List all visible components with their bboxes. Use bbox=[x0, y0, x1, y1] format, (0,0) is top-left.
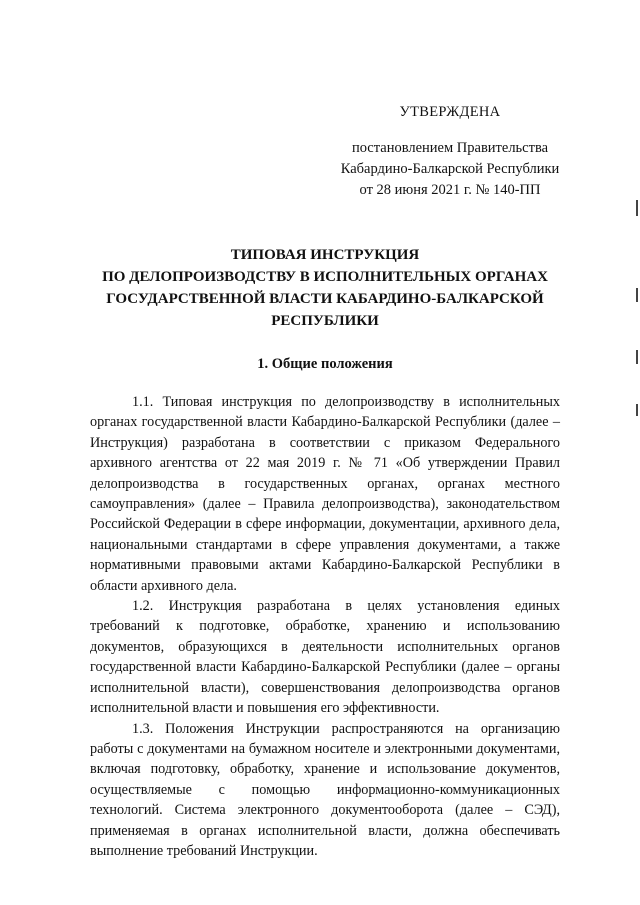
title-line: РЕСПУБЛИКИ bbox=[271, 313, 379, 329]
approval-stamp bbox=[330, 102, 570, 201]
approval-line: постановлением Правительства bbox=[351, 140, 549, 156]
document-body bbox=[90, 392, 560, 861]
paragraph-1-1: 1.1. Типовая инструкция по делопроизводству в исполнительных органах государственной власти Кабардино-Балкарской Республики (далее – Инструкция) разработана в соответствии с приказом Федерального архивного агентства от 22 мая 2019 г. № 71 «Об утверждении Правил делопроизводства в государственных органах, органах местного самоуправления» (далее – Правила делопроизводства), законодательством Российской Федерации в сфере информации, документации, архивного дела, национальными стандартами в сфере управления документами, а также нормативными правовыми актами Кабардино-Балкарской Республики в области архивного дела. bbox=[90, 394, 560, 594]
paragraph-1-3: 1.3. Положения Инструкции распространяются на организацию работы с документами на бумажном носителе и электронными документами, включая подготовку, обработку, хранение и использование документов, осуществляемые с помощью информационно-коммуникационных технологий. Система электронного документооборота (далее – СЭД), применяемая в органах исполнительной власти, должна обеспечивать выполнение требований Инструкции. bbox=[90, 720, 560, 859]
scan-edge-mark bbox=[636, 288, 638, 302]
section-heading: 1. Общие положения bbox=[257, 356, 393, 372]
title-line: ПО ДЕЛОПРОИЗВОДСТВУ В ИСПОЛНИТЕЛЬНЫХ ОРГАНАХ bbox=[102, 269, 548, 285]
title-line: ГОСУДАРСТВЕННОЙ ВЛАСТИ КАБАРДИНО-БАЛКАРСКОЙ bbox=[106, 291, 544, 307]
document-title bbox=[90, 244, 560, 332]
approval-line: Кабардино-Балкарской Республики bbox=[340, 161, 560, 177]
paragraph-1-2: 1.2. Инструкция разработана в целях установления единых требований к подготовке, обработке, хранению и использованию документов, образующихся в деятельности исполнительных органов государственной власти Кабардино-Балкарской Республики (далее – органы исполнительной власти), совершенствования делопроизводства органов исполнительной власти и повышения его эффективности. bbox=[90, 598, 560, 717]
scan-edge-mark bbox=[636, 404, 638, 416]
approval-heading: УТВЕРЖДЕНА bbox=[399, 104, 501, 120]
scan-edge-mark bbox=[636, 200, 638, 216]
scan-edge-mark bbox=[636, 350, 638, 364]
approval-line: от 28 июня 2021 г. № 140-ПП bbox=[359, 182, 541, 198]
title-line: ТИПОВАЯ ИНСТРУКЦИЯ bbox=[230, 247, 420, 263]
